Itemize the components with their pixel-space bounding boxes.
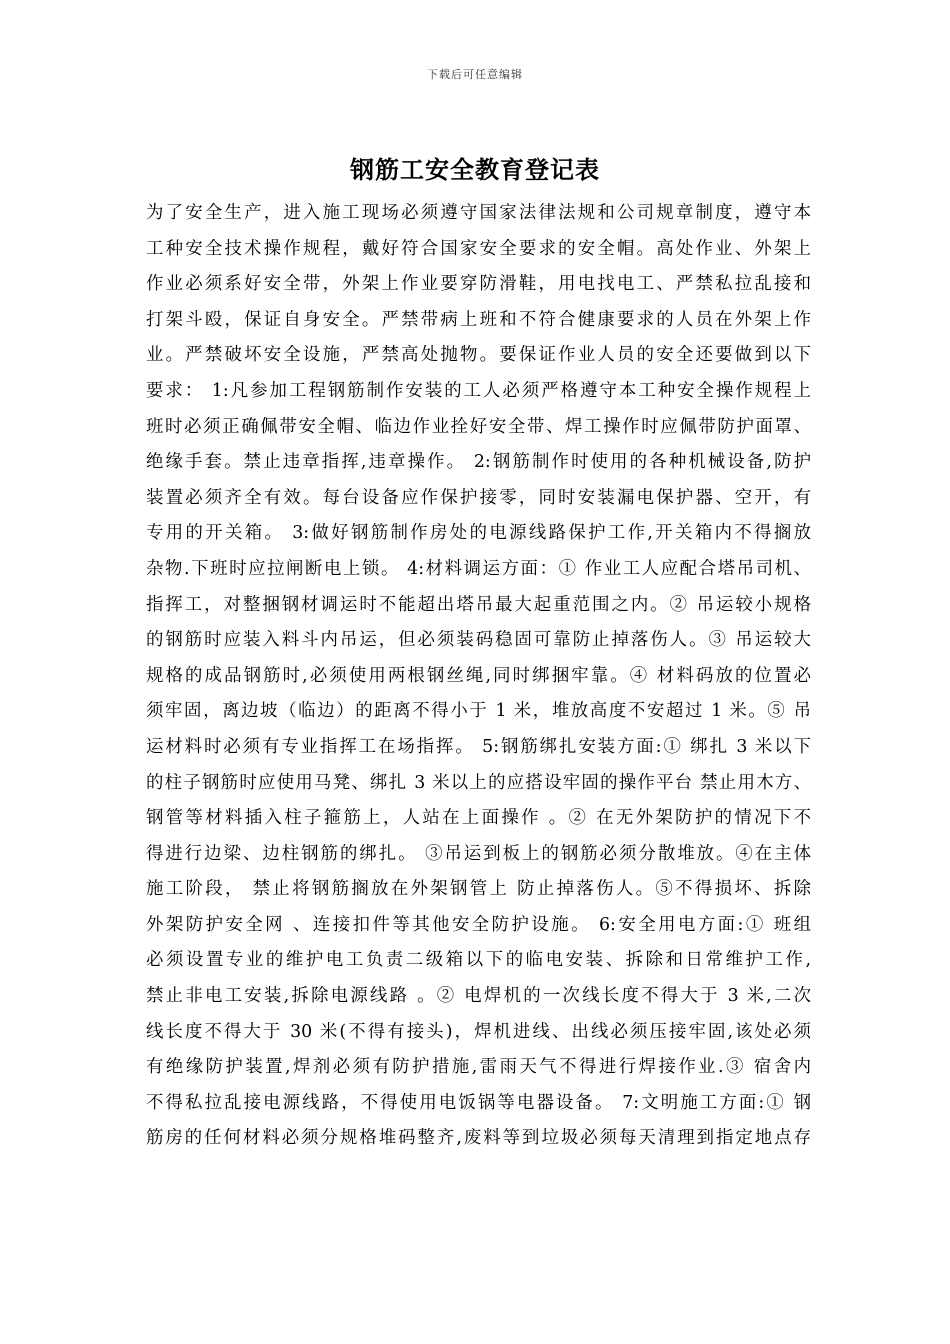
body-line: 必须设置专业的维护电工负责二级箱以下的临电安装、拆除和日常维护工作,: [146, 950, 811, 971]
body-line: 业。严禁破坏安全设施，严禁高处抛物。要保证作业人员的安全还要做到以下: [146, 345, 811, 366]
body-line: 线长度不得大于 30 米(不得有接头)，焊机进线、出线必须压接牢固,该处必须: [146, 1021, 811, 1042]
body-line: 运材料时必须有专业指挥工在场指挥。 5:钢筋绑扎安装方面:① 绑扎 3 米以下: [146, 736, 811, 757]
body-line: 钢管等材料插入柱子箍筋上，人站在上面操作 。② 在无外架防护的情况下不: [146, 808, 811, 829]
body-line: 作业必须系好安全带，外架上作业要穿防滑鞋，用电找电工、严禁私拉乱接和: [146, 274, 811, 295]
body-line: 的钢筋时应装入料斗内吊运，但必须装码稳固可靠防止掉落伤人。③ 吊运较大: [146, 630, 811, 651]
body-line: 须牢固，离边坡（临边）的距离不得小于 1 米，堆放高度不安超过 1 米。⑤ 吊: [146, 701, 811, 722]
body-line: 指挥工，对整捆钢材调运时不能超出塔吊最大起重范围之内。② 吊运较小规格: [146, 594, 811, 615]
document-title: 钢筋工安全教育登记表: [350, 155, 600, 184]
body-line: 筋房的任何材料必须分规格堆码整齐,废料等到垃圾必须每天清理到指定地点存: [146, 1128, 811, 1149]
body-line: 规格的成品钢筋时,必须使用两根钢丝绳,同时绑捆牢靠。④ 材料码放的位置必: [146, 665, 811, 686]
body-line: 得进行边梁、边柱钢筋的绑扎。 ③吊运到板上的钢筋必须分散堆放。④在主体: [146, 843, 811, 864]
body-text: [146, 196, 811, 1157]
body-line: 外架防护安全网 、连接扣件等其他安全防护设施。 6:安全用电方面:① 班组: [146, 914, 811, 935]
body-line: 的柱子钢筋时应使用马凳、绑扎 3 米以上的应搭设牢固的操作平台 禁止用木方、: [146, 772, 811, 793]
body-line: 工种安全技术操作规程，戴好符合国家安全要求的安全帽。高处作业、外架上: [146, 238, 811, 259]
body-line: 班时必须正确佩带安全帽、临边作业拴好安全带、焊工操作时应佩带防护面罩、: [146, 416, 811, 437]
body-line: 打架斗殴，保证自身安全。严禁带病上班和不符合健康要求的人员在外架上作: [146, 309, 811, 330]
body-line: 禁止非电工安装,拆除电源线路 。② 电焊机的一次线长度不得大于 3 米,二次: [146, 986, 811, 1007]
body-line: 专用的开关箱。 3:做好钢筋制作房处的电源线路保护工作,开关箱内不得搁放: [146, 523, 811, 544]
body-line: 不得私拉乱接电源线路，不得使用电饭锅等电器设备。 7:文明施工方面:① 钢: [146, 1092, 811, 1113]
body-line: 有绝缘防护装置,焊剂必须有防护措施,雷雨天气不得进行焊接作业.③ 宿舍内: [146, 1057, 811, 1078]
body-line: 为了安全生产，进入施工现场必须遵守国家法律法规和公司规章制度，遵守本: [146, 203, 811, 223]
header-note: 下载后可任意编辑: [427, 68, 523, 81]
body-line: 施工阶段， 禁止将钢筋搁放在外架钢管上 防止掉落伤人。⑤不得损坏、拆除: [146, 879, 811, 900]
body-line: 绝缘手套。禁止违章指挥,违章操作。 2:钢筋制作时使用的各种机械设备,防护: [146, 452, 811, 473]
body-line: 装置必须齐全有效。每台设备应作保护接零，同时安装漏电保护器、空开，有: [146, 487, 811, 508]
body-line: 杂物.下班时应拉闸断电上锁。 4:材料调运方面：① 作业工人应配合塔吊司机、: [146, 558, 811, 579]
body-line: 要求： 1:凡参加工程钢筋制作安装的工人必须严格遵守本工种安全操作规程上: [146, 380, 811, 401]
